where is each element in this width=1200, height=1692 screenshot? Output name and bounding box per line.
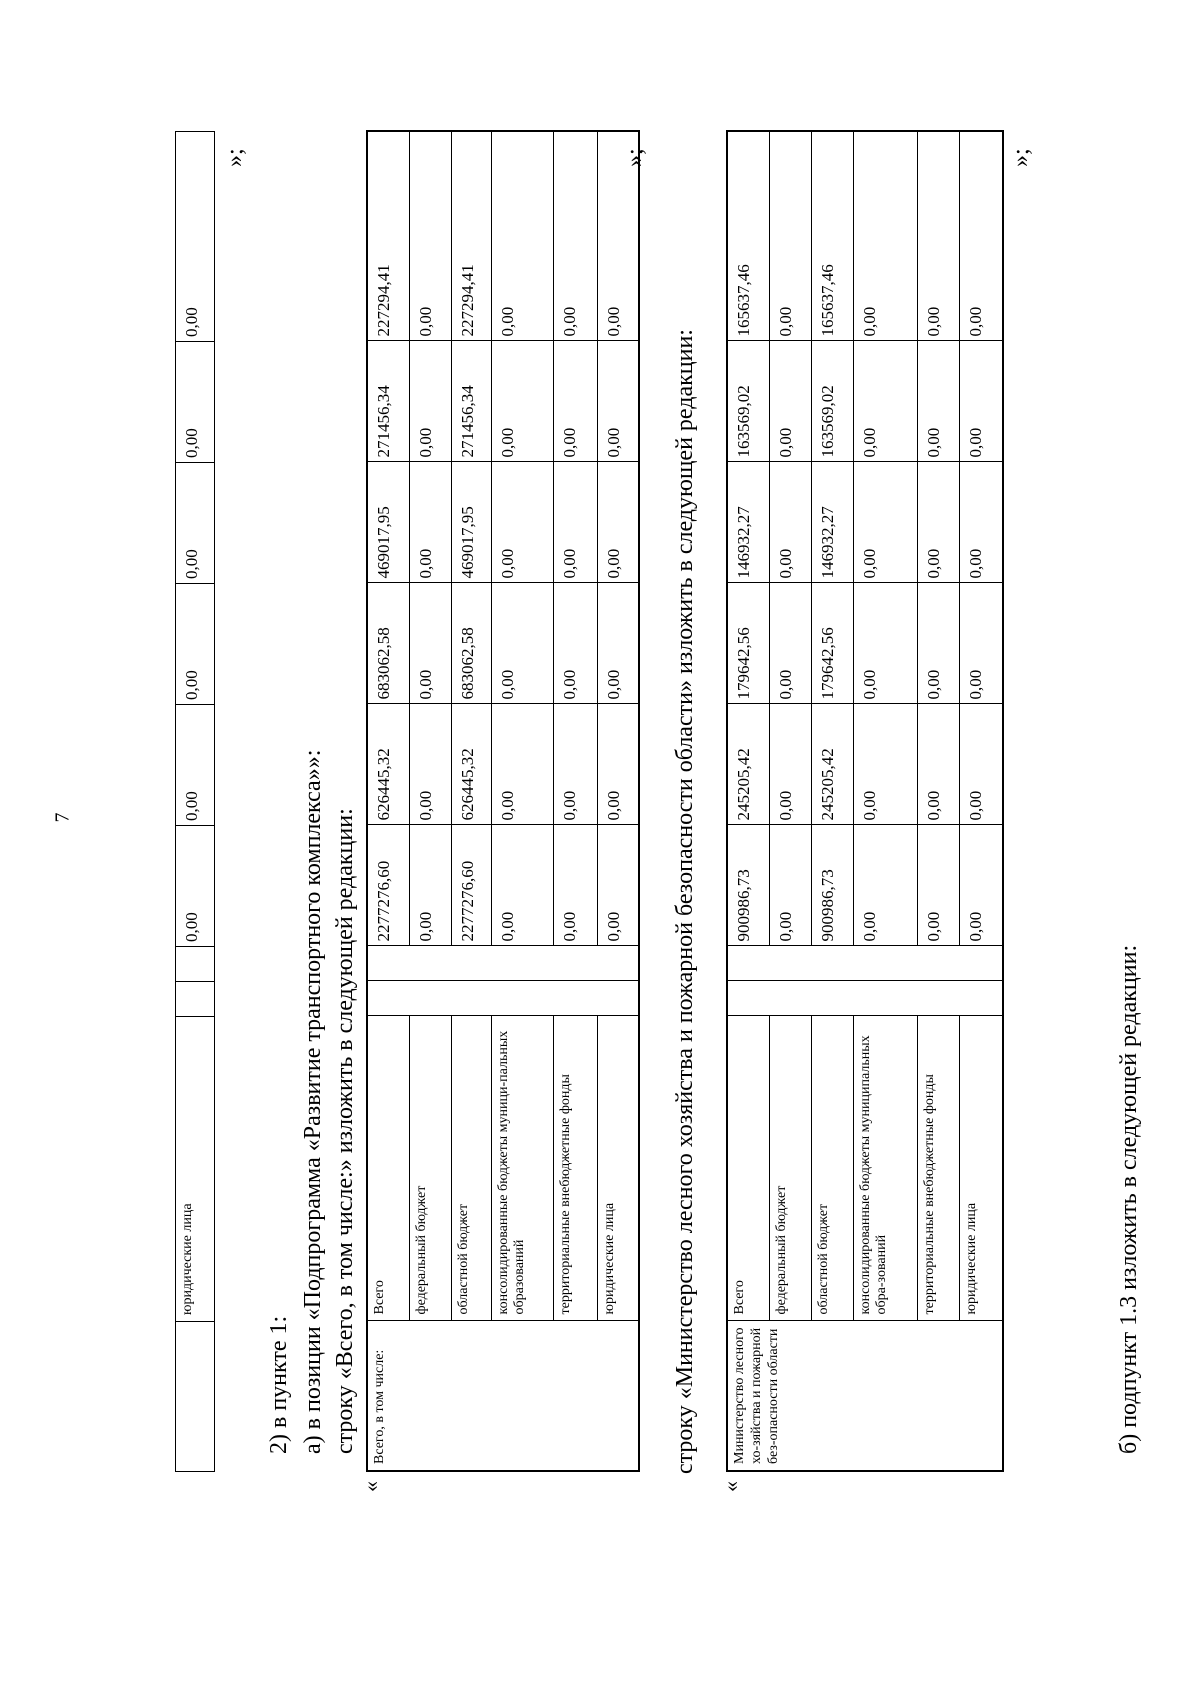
table2-cell: 0,00: [769, 131, 811, 341]
table1-cell: 0,00: [409, 462, 451, 583]
table2-cell: 0,00: [959, 131, 1003, 341]
table2-cell: 0,00: [853, 341, 917, 462]
table2-cell: 0,00: [853, 825, 917, 946]
table1-cell: 0,00: [491, 341, 553, 462]
table2-cell: 900986,73: [727, 825, 769, 946]
table1-row-label: территориальные внебюджетные фонды: [553, 1016, 597, 1321]
table1-row-label: Всего: [367, 1016, 409, 1321]
table2-cell: 146932,27: [727, 462, 769, 583]
table1-cell: 469017,95: [451, 462, 491, 583]
table2-cell: 0,00: [769, 704, 811, 825]
table1-cell: 0,00: [491, 825, 553, 946]
top-table-label: юридические лица: [176, 1017, 215, 1322]
table2-empty-col: [727, 946, 1003, 981]
table2-open-quote: «: [718, 1481, 743, 1492]
table1-cell: 626445,32: [451, 704, 491, 825]
table1-cell: 0,00: [597, 341, 639, 462]
table1-cell: 0,00: [491, 131, 553, 341]
table1-row-label: областной бюджет: [451, 1016, 491, 1321]
table2-row-label: федеральный бюджет: [769, 1016, 811, 1321]
page-number: 7: [51, 812, 74, 823]
top-table-value: 0,00: [176, 463, 215, 584]
table1-cell: 0,00: [409, 131, 451, 341]
table1-cell: 0,00: [597, 583, 639, 704]
table2-cell: 0,00: [959, 704, 1003, 825]
top-table-value: 0,00: [176, 584, 215, 705]
table2-cell: 0,00: [917, 341, 959, 462]
top-table-value: 0,00: [176, 132, 215, 342]
table1-cell: 2277276,60: [367, 825, 409, 946]
table1-cell: 0,00: [597, 825, 639, 946]
table2-cell: 0,00: [917, 583, 959, 704]
table2-cell: 179642,56: [811, 583, 853, 704]
instruction-point-1: 2) в пункте 1:: [266, 1315, 292, 1454]
table1-cell: 683062,58: [451, 583, 491, 704]
table1-cell: 0,00: [553, 131, 597, 341]
table2-cell: 0,00: [769, 825, 811, 946]
table1-cell: 0,00: [597, 131, 639, 341]
top-table-value: 0,00: [176, 705, 215, 826]
table2-cell: 0,00: [917, 131, 959, 341]
instruction-ministry-row: строку «Министерство лесного хозяйства и пожарной безопасности области» изложить в следующей редакции:: [672, 329, 698, 1474]
table1-cell: 227294,41: [367, 131, 409, 341]
table1-empty-col: [367, 981, 639, 1016]
table1-cell: 683062,58: [367, 583, 409, 704]
table2-row-label: Всего: [727, 1016, 769, 1321]
table1-cell: 0,00: [553, 583, 597, 704]
table2-cell: 0,00: [853, 131, 917, 341]
table2-cell: 179642,56: [727, 583, 769, 704]
instruction-subprogram: а) в позиции «Подпрограмма «Развитие транспортного комплекса»»:: [300, 749, 326, 1454]
instruction-row-total: строку «Всего, в том числе:» изложить в следующей редакции:: [332, 808, 358, 1454]
table2-cell: 0,00: [917, 704, 959, 825]
table2-cell: 0,00: [853, 462, 917, 583]
table1-cell: 0,00: [491, 583, 553, 704]
table1-grid: [366, 130, 640, 1472]
table2-cell: 900986,73: [811, 825, 853, 946]
table1-cell: 0,00: [409, 583, 451, 704]
top-table-value: 0,00: [176, 342, 215, 463]
table1-cell: 0,00: [553, 341, 597, 462]
table2-cell: 163569,02: [811, 341, 853, 462]
table2-cell: 245205,42: [811, 704, 853, 825]
table1-row-label: юридические лица: [597, 1016, 639, 1321]
table1-cell: 0,00: [597, 704, 639, 825]
table1: [366, 132, 640, 1472]
top-table-empty-col: [176, 947, 215, 982]
top-table-empty-col: [176, 982, 215, 1017]
table1-cell: 271456,34: [451, 341, 491, 462]
table2-cell: 0,00: [769, 583, 811, 704]
table2: [726, 132, 1004, 1472]
table2-cell: 165637,46: [811, 131, 853, 341]
table1-cell: 0,00: [553, 704, 597, 825]
top-table-value: 0,00: [176, 826, 215, 947]
table1-row-label: федеральный бюджет: [409, 1016, 451, 1321]
table2-cell: 163569,02: [727, 341, 769, 462]
table2-grid: [726, 130, 1004, 1472]
table1-cell: 0,00: [409, 341, 451, 462]
table1-left-label: Всего, в том числе:: [367, 1321, 639, 1471]
table2-row-label: территориальные внебюджетные фонды: [917, 1016, 959, 1321]
table2-cell: 0,00: [917, 825, 959, 946]
table2-cell: 146932,27: [811, 462, 853, 583]
table1-row-label: консолидированные бюджеты муници-пальных образований: [491, 1016, 553, 1321]
table1-cell: 271456,34: [367, 341, 409, 462]
table1-cell: 0,00: [553, 462, 597, 583]
table2-cell: 0,00: [769, 462, 811, 583]
table1-cell: 0,00: [597, 462, 639, 583]
table1-cell: 2277276,60: [451, 825, 491, 946]
top-table-grid: [175, 131, 215, 1472]
table2-cell: 0,00: [769, 341, 811, 462]
table2-cell: 0,00: [959, 583, 1003, 704]
table1-empty-col: [367, 946, 639, 981]
table1-cell: 469017,95: [367, 462, 409, 583]
table1-cell: 0,00: [491, 704, 553, 825]
table2-row-label: консолидированные бюджеты муниципальных обра-зований: [853, 1016, 917, 1321]
table2-cell: 0,00: [959, 825, 1003, 946]
table1-cell: 0,00: [553, 825, 597, 946]
table2-cell: 0,00: [853, 583, 917, 704]
table2-cell: 0,00: [917, 462, 959, 583]
table1-open-quote: «: [358, 1481, 383, 1492]
table1-cell: 0,00: [409, 825, 451, 946]
table1-cell: 626445,32: [367, 704, 409, 825]
table2-cell: 0,00: [959, 341, 1003, 462]
top-table-spacer: [176, 1322, 215, 1472]
top-table: [175, 132, 215, 1472]
table1-cell: 227294,41: [451, 131, 491, 341]
table1-cell: 0,00: [409, 704, 451, 825]
table2-cell: 245205,42: [727, 704, 769, 825]
table2-cell: 0,00: [853, 704, 917, 825]
instruction-subpoint-1-3: б) подпункт 1.3 изложить в следующей редакции:: [1116, 944, 1142, 1454]
table2-cell: 0,00: [959, 462, 1003, 583]
table2-left-label: Министерство лесного хо-зяйства и пожарной без-опасности области: [727, 1321, 1003, 1471]
top-table-end-mark: »;: [222, 148, 248, 167]
table2-row-label: областной бюджет: [811, 1016, 853, 1321]
table1-cell: 0,00: [491, 462, 553, 583]
table2-cell: 165637,46: [727, 131, 769, 341]
table2-row-label: юридические лица: [959, 1016, 1003, 1321]
table2-empty-col: [727, 981, 1003, 1016]
table1-end-mark: »;: [622, 148, 648, 167]
table2-end-mark: »;: [1008, 148, 1034, 167]
